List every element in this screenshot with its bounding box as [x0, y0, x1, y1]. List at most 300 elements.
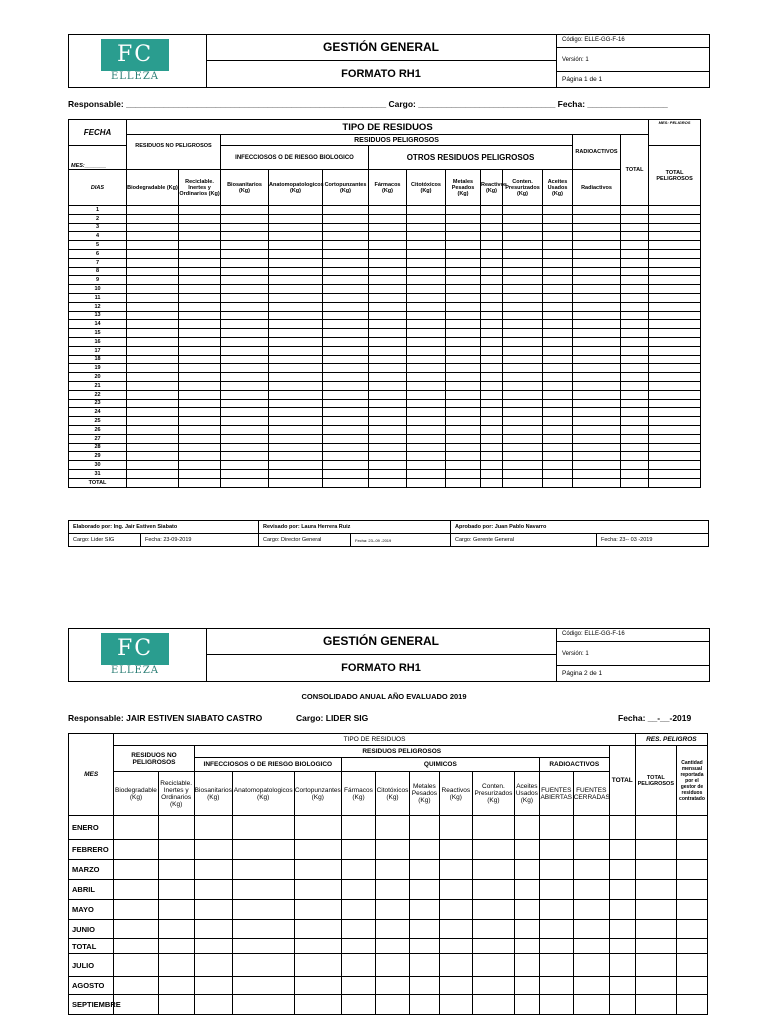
- entry-cell[interactable]: [179, 337, 221, 346]
- entry-cell[interactable]: [503, 381, 543, 390]
- entry-cell[interactable]: [649, 337, 701, 346]
- entry-cell[interactable]: [369, 223, 407, 232]
- entry-cell[interactable]: [609, 995, 635, 1015]
- entry-cell[interactable]: [369, 364, 407, 373]
- entry-cell[interactable]: [543, 206, 573, 215]
- entry-cell[interactable]: [481, 302, 503, 311]
- entry-cell[interactable]: [503, 390, 543, 399]
- entry-cell[interactable]: [269, 434, 323, 443]
- entry-cell[interactable]: [341, 840, 375, 860]
- entry-cell[interactable]: [573, 478, 621, 487]
- entry-cell[interactable]: [543, 320, 573, 329]
- entry-cell[interactable]: [649, 223, 701, 232]
- entry-cell[interactable]: [649, 329, 701, 338]
- entry-cell[interactable]: [194, 995, 232, 1015]
- entry-cell[interactable]: [269, 214, 323, 223]
- entry-cell[interactable]: [369, 346, 407, 355]
- entry-cell[interactable]: [635, 954, 676, 977]
- entry-cell[interactable]: [472, 995, 514, 1015]
- entry-cell[interactable]: [127, 311, 179, 320]
- entry-cell[interactable]: [503, 232, 543, 241]
- entry-cell[interactable]: [232, 920, 294, 939]
- entry-cell[interactable]: [439, 840, 472, 860]
- entry-cell[interactable]: [179, 399, 221, 408]
- entry-cell[interactable]: [269, 302, 323, 311]
- entry-cell[interactable]: [635, 920, 676, 939]
- entry-cell[interactable]: [472, 880, 514, 900]
- entry-cell[interactable]: [269, 469, 323, 478]
- entry-cell[interactable]: [127, 443, 179, 452]
- entry-cell[interactable]: [194, 840, 232, 860]
- entry-cell[interactable]: [481, 417, 503, 426]
- entry-cell[interactable]: [369, 249, 407, 258]
- entry-cell[interactable]: [543, 364, 573, 373]
- entry-cell[interactable]: [573, 977, 609, 995]
- entry-cell[interactable]: [221, 329, 269, 338]
- entry-cell[interactable]: [127, 232, 179, 241]
- entry-cell[interactable]: [269, 364, 323, 373]
- entry-cell[interactable]: [573, 880, 609, 900]
- entry-cell[interactable]: [543, 293, 573, 302]
- entry-cell[interactable]: [369, 267, 407, 276]
- entry-cell[interactable]: [539, 995, 573, 1015]
- entry-cell[interactable]: [179, 355, 221, 364]
- entry-cell[interactable]: [649, 390, 701, 399]
- entry-cell[interactable]: [323, 346, 369, 355]
- entry-cell[interactable]: [179, 346, 221, 355]
- entry-cell[interactable]: [573, 995, 609, 1015]
- entry-cell[interactable]: [649, 206, 701, 215]
- entry-cell[interactable]: [649, 249, 701, 258]
- entry-cell[interactable]: [539, 860, 573, 880]
- entry-cell[interactable]: [446, 311, 481, 320]
- entry-cell[interactable]: [127, 346, 179, 355]
- entry-cell[interactable]: [179, 329, 221, 338]
- entry-cell[interactable]: [649, 258, 701, 267]
- entry-cell[interactable]: [676, 995, 707, 1015]
- entry-cell[interactable]: [543, 434, 573, 443]
- entry-cell[interactable]: [341, 880, 375, 900]
- entry-cell[interactable]: [341, 816, 375, 840]
- entry-cell[interactable]: [573, 840, 609, 860]
- entry-cell[interactable]: [127, 337, 179, 346]
- entry-cell[interactable]: [446, 214, 481, 223]
- entry-cell[interactable]: [503, 223, 543, 232]
- entry-cell[interactable]: [375, 860, 409, 880]
- entry-cell[interactable]: [621, 337, 649, 346]
- entry-cell[interactable]: [446, 285, 481, 294]
- entry-cell[interactable]: [543, 241, 573, 250]
- entry-cell[interactable]: [407, 346, 446, 355]
- entry-cell[interactable]: [539, 840, 573, 860]
- entry-cell[interactable]: [573, 249, 621, 258]
- entry-cell[interactable]: [446, 461, 481, 470]
- entry-cell[interactable]: [114, 900, 158, 920]
- entry-cell[interactable]: [269, 241, 323, 250]
- entry-cell[interactable]: [407, 337, 446, 346]
- entry-cell[interactable]: [269, 346, 323, 355]
- entry-cell[interactable]: [481, 452, 503, 461]
- entry-cell[interactable]: [221, 461, 269, 470]
- entry-cell[interactable]: [269, 276, 323, 285]
- entry-cell[interactable]: [621, 249, 649, 258]
- entry-cell[interactable]: [269, 232, 323, 241]
- entry-cell[interactable]: [503, 469, 543, 478]
- entry-cell[interactable]: [409, 880, 439, 900]
- entry-cell[interactable]: [158, 920, 194, 939]
- entry-cell[interactable]: [323, 285, 369, 294]
- entry-cell[interactable]: [158, 900, 194, 920]
- entry-cell[interactable]: [503, 267, 543, 276]
- entry-cell[interactable]: [369, 408, 407, 417]
- entry-cell[interactable]: [439, 939, 472, 954]
- entry-cell[interactable]: [269, 381, 323, 390]
- entry-cell[interactable]: [446, 276, 481, 285]
- entry-cell[interactable]: [407, 443, 446, 452]
- entry-cell[interactable]: [635, 995, 676, 1015]
- entry-cell[interactable]: [221, 285, 269, 294]
- entry-cell[interactable]: [409, 995, 439, 1015]
- entry-cell[interactable]: [481, 285, 503, 294]
- entry-cell[interactable]: [609, 977, 635, 995]
- entry-cell[interactable]: [369, 232, 407, 241]
- entry-cell[interactable]: [179, 293, 221, 302]
- entry-cell[interactable]: [649, 214, 701, 223]
- entry-cell[interactable]: [221, 425, 269, 434]
- entry-cell[interactable]: [179, 469, 221, 478]
- entry-cell[interactable]: [472, 816, 514, 840]
- entry-cell[interactable]: [369, 320, 407, 329]
- entry-cell[interactable]: [621, 311, 649, 320]
- entry-cell[interactable]: [269, 223, 323, 232]
- entry-cell[interactable]: [446, 267, 481, 276]
- entry-cell[interactable]: [409, 939, 439, 954]
- entry-cell[interactable]: [179, 425, 221, 434]
- entry-cell[interactable]: [409, 840, 439, 860]
- entry-cell[interactable]: [194, 939, 232, 954]
- entry-cell[interactable]: [269, 408, 323, 417]
- entry-cell[interactable]: [543, 355, 573, 364]
- entry-cell[interactable]: [179, 285, 221, 294]
- entry-cell[interactable]: [621, 399, 649, 408]
- entry-cell[interactable]: [503, 443, 543, 452]
- entry-cell[interactable]: [439, 954, 472, 977]
- entry-cell[interactable]: [127, 434, 179, 443]
- entry-cell[interactable]: [472, 920, 514, 939]
- entry-cell[interactable]: [269, 285, 323, 294]
- entry-cell[interactable]: [369, 399, 407, 408]
- entry-cell[interactable]: [621, 241, 649, 250]
- entry-cell[interactable]: [515, 900, 540, 920]
- entry-cell[interactable]: [127, 478, 179, 487]
- entry-cell[interactable]: [609, 860, 635, 880]
- entry-cell[interactable]: [114, 860, 158, 880]
- entry-cell[interactable]: [481, 434, 503, 443]
- entry-cell[interactable]: [269, 267, 323, 276]
- entry-cell[interactable]: [503, 337, 543, 346]
- entry-cell[interactable]: [573, 285, 621, 294]
- entry-cell[interactable]: [649, 469, 701, 478]
- entry-cell[interactable]: [621, 355, 649, 364]
- entry-cell[interactable]: [503, 249, 543, 258]
- entry-cell[interactable]: [573, 452, 621, 461]
- entry-cell[interactable]: [375, 920, 409, 939]
- entry-cell[interactable]: [269, 206, 323, 215]
- entry-cell[interactable]: [369, 381, 407, 390]
- entry-cell[interactable]: [515, 954, 540, 977]
- entry-cell[interactable]: [573, 258, 621, 267]
- entry-cell[interactable]: [573, 954, 609, 977]
- entry-cell[interactable]: [446, 232, 481, 241]
- entry-cell[interactable]: [439, 860, 472, 880]
- entry-cell[interactable]: [543, 258, 573, 267]
- entry-cell[interactable]: [503, 320, 543, 329]
- entry-cell[interactable]: [407, 399, 446, 408]
- entry-cell[interactable]: [543, 214, 573, 223]
- entry-cell[interactable]: [294, 939, 341, 954]
- entry-cell[interactable]: [621, 285, 649, 294]
- entry-cell[interactable]: [369, 206, 407, 215]
- entry-cell[interactable]: [369, 241, 407, 250]
- entry-cell[interactable]: [649, 302, 701, 311]
- entry-cell[interactable]: [369, 258, 407, 267]
- entry-cell[interactable]: [407, 425, 446, 434]
- entry-cell[interactable]: [649, 276, 701, 285]
- entry-cell[interactable]: [369, 425, 407, 434]
- entry-cell[interactable]: [221, 408, 269, 417]
- entry-cell[interactable]: [269, 337, 323, 346]
- entry-cell[interactable]: [179, 461, 221, 470]
- entry-cell[interactable]: [439, 880, 472, 900]
- entry-cell[interactable]: [573, 346, 621, 355]
- entry-cell[interactable]: [472, 939, 514, 954]
- entry-cell[interactable]: [294, 840, 341, 860]
- entry-cell[interactable]: [635, 880, 676, 900]
- entry-cell[interactable]: [323, 381, 369, 390]
- entry-cell[interactable]: [621, 302, 649, 311]
- entry-cell[interactable]: [543, 302, 573, 311]
- entry-cell[interactable]: [649, 399, 701, 408]
- entry-cell[interactable]: [269, 258, 323, 267]
- entry-cell[interactable]: [221, 364, 269, 373]
- entry-cell[interactable]: [323, 408, 369, 417]
- entry-cell[interactable]: [179, 214, 221, 223]
- entry-cell[interactable]: [573, 381, 621, 390]
- entry-cell[interactable]: [407, 206, 446, 215]
- entry-cell[interactable]: [446, 425, 481, 434]
- entry-cell[interactable]: [407, 267, 446, 276]
- entry-cell[interactable]: [481, 408, 503, 417]
- entry-cell[interactable]: [221, 214, 269, 223]
- entry-cell[interactable]: [676, 920, 707, 939]
- entry-cell[interactable]: [407, 381, 446, 390]
- entry-cell[interactable]: [294, 920, 341, 939]
- entry-cell[interactable]: [407, 241, 446, 250]
- entry-cell[interactable]: [543, 232, 573, 241]
- entry-cell[interactable]: [269, 399, 323, 408]
- entry-cell[interactable]: [573, 206, 621, 215]
- entry-cell[interactable]: [573, 329, 621, 338]
- entry-cell[interactable]: [323, 399, 369, 408]
- entry-cell[interactable]: [446, 355, 481, 364]
- entry-cell[interactable]: [649, 346, 701, 355]
- entry-cell[interactable]: [573, 434, 621, 443]
- entry-cell[interactable]: [573, 390, 621, 399]
- entry-cell[interactable]: [114, 920, 158, 939]
- entry-cell[interactable]: [446, 399, 481, 408]
- entry-cell[interactable]: [609, 880, 635, 900]
- entry-cell[interactable]: [503, 417, 543, 426]
- entry-cell[interactable]: [573, 425, 621, 434]
- entry-cell[interactable]: [515, 977, 540, 995]
- entry-cell[interactable]: [481, 258, 503, 267]
- entry-cell[interactable]: [221, 267, 269, 276]
- entry-cell[interactable]: [158, 840, 194, 860]
- entry-cell[interactable]: [573, 920, 609, 939]
- entry-cell[interactable]: [621, 329, 649, 338]
- entry-cell[interactable]: [609, 954, 635, 977]
- entry-cell[interactable]: [179, 206, 221, 215]
- entry-cell[interactable]: [369, 434, 407, 443]
- entry-cell[interactable]: [221, 443, 269, 452]
- entry-cell[interactable]: [341, 977, 375, 995]
- entry-cell[interactable]: [341, 920, 375, 939]
- entry-cell[interactable]: [269, 452, 323, 461]
- entry-cell[interactable]: [649, 452, 701, 461]
- entry-cell[interactable]: [539, 939, 573, 954]
- entry-cell[interactable]: [158, 995, 194, 1015]
- entry-cell[interactable]: [543, 469, 573, 478]
- entry-cell[interactable]: [409, 920, 439, 939]
- entry-cell[interactable]: [114, 816, 158, 840]
- entry-cell[interactable]: [573, 355, 621, 364]
- entry-cell[interactable]: [446, 293, 481, 302]
- entry-cell[interactable]: [323, 478, 369, 487]
- entry-cell[interactable]: [573, 223, 621, 232]
- entry-cell[interactable]: [472, 954, 514, 977]
- entry-cell[interactable]: [439, 816, 472, 840]
- entry-cell[interactable]: [635, 900, 676, 920]
- entry-cell[interactable]: [294, 880, 341, 900]
- entry-cell[interactable]: [369, 337, 407, 346]
- entry-cell[interactable]: [232, 816, 294, 840]
- entry-cell[interactable]: [221, 320, 269, 329]
- entry-cell[interactable]: [407, 373, 446, 382]
- entry-cell[interactable]: [573, 900, 609, 920]
- entry-cell[interactable]: [503, 434, 543, 443]
- entry-cell[interactable]: [409, 860, 439, 880]
- entry-cell[interactable]: [221, 337, 269, 346]
- entry-cell[interactable]: [179, 381, 221, 390]
- entry-cell[interactable]: [649, 320, 701, 329]
- entry-cell[interactable]: [407, 452, 446, 461]
- entry-cell[interactable]: [573, 267, 621, 276]
- entry-cell[interactable]: [127, 390, 179, 399]
- entry-cell[interactable]: [114, 880, 158, 900]
- entry-cell[interactable]: [573, 311, 621, 320]
- entry-cell[interactable]: [221, 346, 269, 355]
- entry-cell[interactable]: [515, 920, 540, 939]
- entry-cell[interactable]: [127, 302, 179, 311]
- entry-cell[interactable]: [481, 320, 503, 329]
- entry-cell[interactable]: [323, 276, 369, 285]
- entry-cell[interactable]: [573, 939, 609, 954]
- entry-cell[interactable]: [179, 302, 221, 311]
- entry-cell[interactable]: [481, 232, 503, 241]
- entry-cell[interactable]: [635, 840, 676, 860]
- entry-cell[interactable]: [232, 977, 294, 995]
- entry-cell[interactable]: [158, 977, 194, 995]
- entry-cell[interactable]: [621, 381, 649, 390]
- entry-cell[interactable]: [407, 364, 446, 373]
- entry-cell[interactable]: [573, 417, 621, 426]
- entry-cell[interactable]: [369, 285, 407, 294]
- entry-cell[interactable]: [543, 417, 573, 426]
- entry-cell[interactable]: [543, 399, 573, 408]
- entry-cell[interactable]: [127, 364, 179, 373]
- entry-cell[interactable]: [543, 267, 573, 276]
- entry-cell[interactable]: [232, 880, 294, 900]
- entry-cell[interactable]: [341, 995, 375, 1015]
- entry-cell[interactable]: [676, 860, 707, 880]
- entry-cell[interactable]: [341, 954, 375, 977]
- entry-cell[interactable]: [232, 995, 294, 1015]
- entry-cell[interactable]: [543, 249, 573, 258]
- entry-cell[interactable]: [179, 478, 221, 487]
- entry-cell[interactable]: [158, 939, 194, 954]
- entry-cell[interactable]: [621, 320, 649, 329]
- entry-cell[interactable]: [179, 232, 221, 241]
- entry-cell[interactable]: [127, 452, 179, 461]
- entry-cell[interactable]: [407, 223, 446, 232]
- entry-cell[interactable]: [621, 452, 649, 461]
- entry-cell[interactable]: [446, 223, 481, 232]
- entry-cell[interactable]: [407, 293, 446, 302]
- entry-cell[interactable]: [503, 276, 543, 285]
- entry-cell[interactable]: [269, 329, 323, 338]
- entry-cell[interactable]: [539, 816, 573, 840]
- entry-cell[interactable]: [194, 860, 232, 880]
- entry-cell[interactable]: [649, 417, 701, 426]
- entry-cell[interactable]: [621, 425, 649, 434]
- entry-cell[interactable]: [446, 346, 481, 355]
- entry-cell[interactable]: [269, 390, 323, 399]
- entry-cell[interactable]: [323, 223, 369, 232]
- entry-cell[interactable]: [407, 390, 446, 399]
- entry-cell[interactable]: [179, 373, 221, 382]
- entry-cell[interactable]: [323, 311, 369, 320]
- entry-cell[interactable]: [369, 461, 407, 470]
- entry-cell[interactable]: [407, 302, 446, 311]
- entry-cell[interactable]: [503, 311, 543, 320]
- entry-cell[interactable]: [323, 302, 369, 311]
- entry-cell[interactable]: [503, 293, 543, 302]
- entry-cell[interactable]: [472, 977, 514, 995]
- entry-cell[interactable]: [635, 977, 676, 995]
- entry-cell[interactable]: [503, 461, 543, 470]
- entry-cell[interactable]: [676, 900, 707, 920]
- entry-cell[interactable]: [621, 390, 649, 399]
- entry-cell[interactable]: [503, 408, 543, 417]
- entry-cell[interactable]: [515, 880, 540, 900]
- entry-cell[interactable]: [375, 954, 409, 977]
- entry-cell[interactable]: [503, 302, 543, 311]
- entry-cell[interactable]: [446, 258, 481, 267]
- entry-cell[interactable]: [407, 320, 446, 329]
- entry-cell[interactable]: [439, 977, 472, 995]
- entry-cell[interactable]: [323, 293, 369, 302]
- entry-cell[interactable]: [573, 443, 621, 452]
